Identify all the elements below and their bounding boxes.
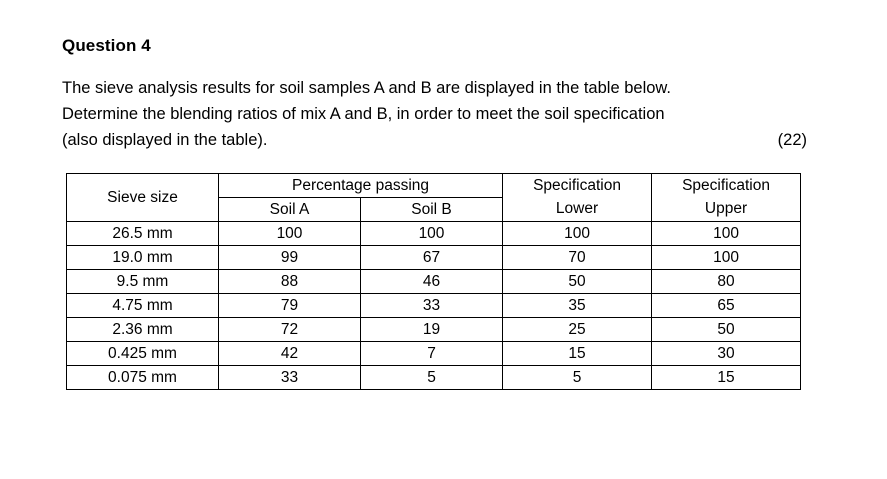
page-title: Question 4	[62, 36, 151, 55]
cell-spec-lower: 100	[503, 222, 652, 246]
cell-sieve-size: 0.425 mm	[67, 342, 219, 366]
header-spec-upper-bottom: Upper	[652, 198, 801, 222]
cell-soil-b: 7	[361, 342, 503, 366]
header-percentage-passing: Percentage passing	[219, 174, 503, 198]
cell-soil-a: 88	[219, 270, 361, 294]
table-row	[67, 366, 801, 390]
cell-sieve-size: 19.0 mm	[67, 246, 219, 270]
table-row	[67, 246, 801, 270]
cell-sieve-size: 26.5 mm	[67, 222, 219, 246]
paragraph-line-3	[62, 127, 807, 153]
table-header	[67, 174, 801, 222]
cell-soil-a: 33	[219, 366, 361, 390]
cell-spec-upper: 100	[652, 246, 801, 270]
cell-spec-upper: 65	[652, 294, 801, 318]
cell-soil-a: 79	[219, 294, 361, 318]
cell-soil-b: 5	[361, 366, 503, 390]
paragraph-line-2: Determine the blending ratios of mix A and B, in order to meet the soil specification	[62, 105, 665, 123]
cell-spec-lower: 70	[503, 246, 652, 270]
header-soil-b: Soil B	[361, 198, 503, 222]
cell-sieve-size: 2.36 mm	[67, 318, 219, 342]
question-paragraph	[62, 75, 807, 153]
cell-spec-upper: 100	[652, 222, 801, 246]
paragraph-line-3-text: (also displayed in the table).	[62, 131, 268, 149]
cell-soil-a: 72	[219, 318, 361, 342]
table-header-row-1	[67, 174, 801, 198]
header-spec-lower-bottom: Lower	[503, 198, 652, 222]
cell-spec-lower: 5	[503, 366, 652, 390]
header-sieve-size: Sieve size	[67, 174, 219, 222]
table-row	[67, 318, 801, 342]
cell-sieve-size: 0.075 mm	[67, 366, 219, 390]
cell-soil-a: 99	[219, 246, 361, 270]
cell-spec-upper: 30	[652, 342, 801, 366]
paragraph-line-1: The sieve analysis results for soil samples A and B are displayed in the table below.	[62, 79, 672, 97]
table-row	[67, 270, 801, 294]
cell-spec-upper: 50	[652, 318, 801, 342]
cell-soil-b: 100	[361, 222, 503, 246]
cell-soil-a: 100	[219, 222, 361, 246]
marks-allocation: (22)	[777, 131, 807, 149]
table-row	[67, 342, 801, 366]
cell-soil-b: 46	[361, 270, 503, 294]
table-row	[67, 294, 801, 318]
table-row	[67, 222, 801, 246]
cell-soil-b: 67	[361, 246, 503, 270]
header-spec-lower-top: Specification	[503, 174, 652, 198]
cell-sieve-size: 9.5 mm	[67, 270, 219, 294]
cell-soil-b: 33	[361, 294, 503, 318]
cell-spec-upper: 15	[652, 366, 801, 390]
cell-spec-upper: 80	[652, 270, 801, 294]
header-soil-a: Soil A	[219, 198, 361, 222]
cell-spec-lower: 25	[503, 318, 652, 342]
sieve-analysis-table	[66, 173, 801, 390]
cell-soil-a: 42	[219, 342, 361, 366]
cell-spec-lower: 15	[503, 342, 652, 366]
cell-spec-lower: 50	[503, 270, 652, 294]
header-spec-upper-top: Specification	[652, 174, 801, 198]
table-body	[67, 222, 801, 390]
cell-spec-lower: 35	[503, 294, 652, 318]
cell-sieve-size: 4.75 mm	[67, 294, 219, 318]
cell-soil-b: 19	[361, 318, 503, 342]
